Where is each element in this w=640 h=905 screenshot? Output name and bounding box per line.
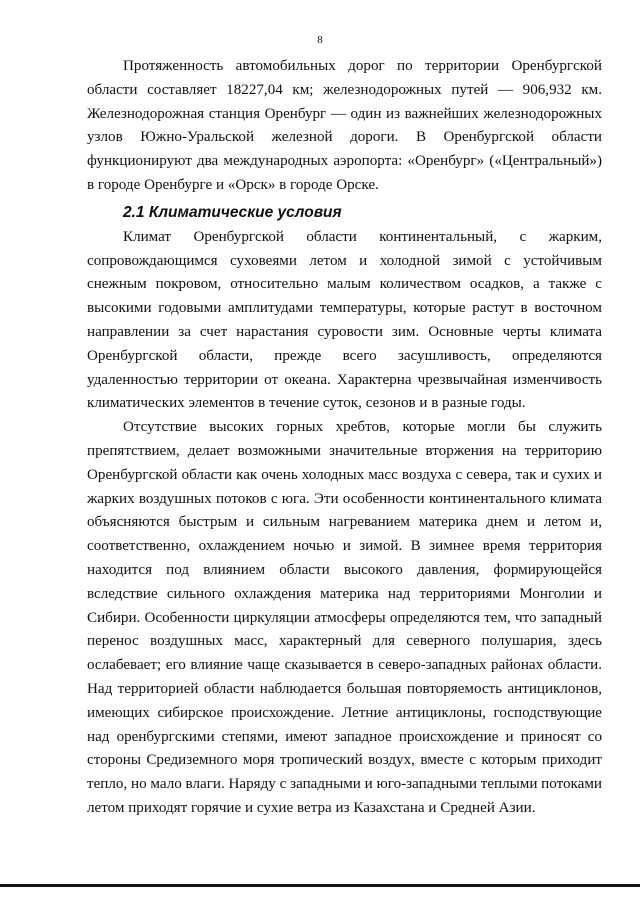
- paragraph-climate-overview: Климат Оренбургской области континентальный, с жарким, сопровождающимся суховеями летом и холодной зимой с устойчивым снежным покровом, относительно малым количеством осадков, а также с высокими годовыми амплитудами температуры, которые растут в восточном направлении за счет нарастания суровости зим. Основные черты климата Оренбургской области, прежде всего засушливость, определяются удаленностью территории от океана. Характерна чрезвычайная изменчивость климатических элементов в течение суток, сезонов и в разные годы.: [87, 228, 602, 412]
- paragraph-climate-circulation: Отсутствие высоких горных хребтов, которые могли бы служить препятствием, делает возможными значительные вторжения на территорию Оренбургской области как очень холодных масс воздуха с севера, так и сухих и жарких воздушных потоков с юга. Эти особенности континентального климата объясняются быстрым и сильным нагреванием материка днем и летом и, соответственно, охлаждением ночью и зимой. В зимнее время территория находится под влиянием области высокого давления, формирующейся вследствие сильного охлаждения материка над территориями Монголии и Сибири. Особенности циркуляции атмосферы определяются тем, что западный перенос воздушных масс, характерный для северного полушария, здесь ослабевает; его влияние чаще сказывается в северо-западных районах области. Над территорией области наблюдается большая повторяемость антициклонов, имеющих сибирское происхождение. Летние антициклоны, господствующие над оренбургскими степями, имеют западное происхождение и приносят со стороны Средиземного моря тропический воздух, вместе с которым приходит тепло, но мало влаги. Наряду с западными и юго-западными теплыми потоками летом приходят горячие и сухие ветра из Казахстана и Средней Азии.: [87, 419, 602, 816]
- section-heading: 2.1 Климатические условия: [123, 203, 342, 221]
- page-number: 8: [317, 34, 323, 46]
- document-body: [87, 55, 602, 821]
- paragraph-transport: Протяженность автомобильных дорог по территории Оренбургской области составляет 18227,04 км; железнодорожных путей — 906,932 км. Железнодорожная станция Оренбург — один из важнейших железнодорожных узлов Южно-Уральской железной дороги. В Оренбургской области функционируют два международных аэропорта: «Оренбург» («Центральный») в городе Оренбурге и «Орск» в городе Орске.: [87, 58, 602, 193]
- bottom-rule: [0, 884, 640, 887]
